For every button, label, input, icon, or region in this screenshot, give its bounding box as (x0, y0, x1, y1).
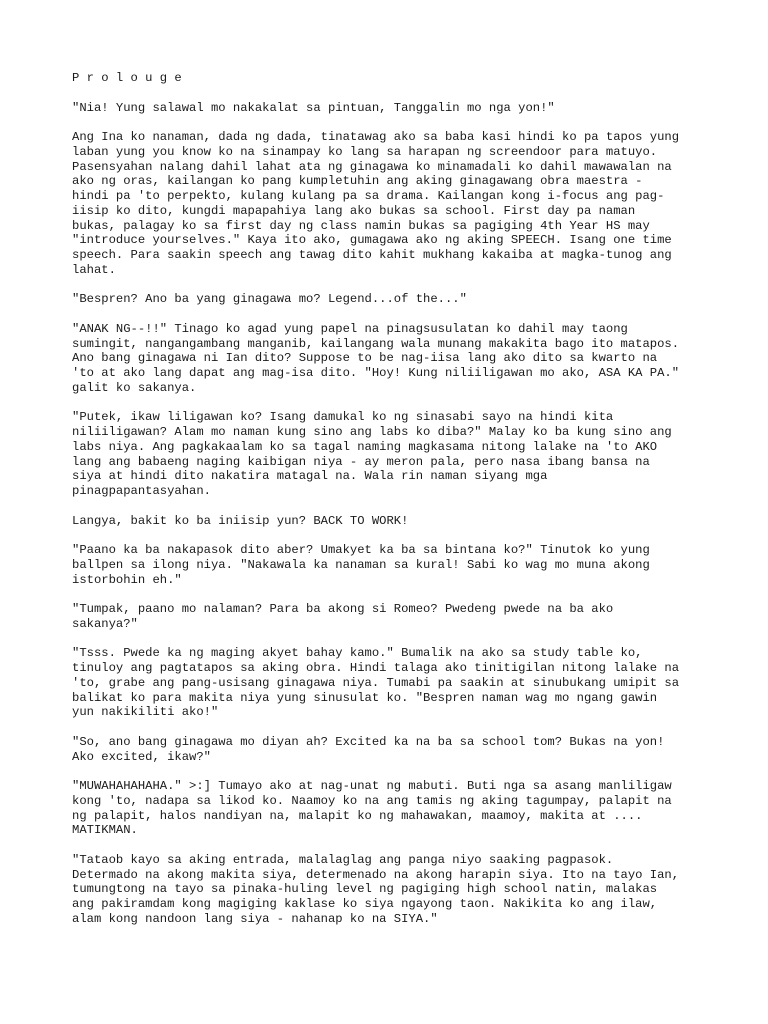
paragraph: "Tsss. Pwede ka ng maging akyet bahay kamo." Bumalik na ako sa study table ko, tinuloy ang pagtatapos sa aking obra. Hindi talaga ako tinitigilan nitong lalake na 'to, grabe ang pang-usisang ginagawa niya. Tumabi pa saakin at sinubukang umipit sa balikat ko para makita niya yung sinusulat ko. "Bespren naman wag mo ngang gawin yun nakikiliti ako!" (72, 646, 680, 720)
paragraph: "Putek, ikaw liligawan ko? Isang damukal ko ng sinasabi sayo na hindi kita niliiligawan? Alam mo naman kung sino ang labs ko diba?" Malay ko ba kung sino ang labs niya. Ang pagkakaalam ko sa tagal naming magkasama nitong lalake na 'to AKO lang ang babaeng naging kaibigan niya - ay meron pala, pero nasa ibang bansa na siya at hindi dito nakatira matagal na. Wala rin naman siyang mga pinagpapantasyahan. (72, 410, 672, 498)
document-body (72, 71, 702, 941)
document-title: P r o l o u g e (72, 71, 182, 85)
paragraph: "Bespren? Ano ba yang ginagawa mo? Legend...of the..." (72, 292, 467, 307)
paragraph: "Nia! Yung salawal mo nakakalat sa pintuan, Tanggalin mo nga yon!" (72, 100, 555, 115)
paragraph: Langya, bakit ko ba iniisip yun? BACK TO WORK! (72, 513, 409, 528)
paragraph: "Paano ka ba nakapasok dito aber? Umakyet ka ba sa bintana ko?" Tinutok ko yung ballpen sa ilong niya. "Nakawala ka nanaman sa kural! Sabi ko wag mo muna akong istorbohin eh." (72, 543, 650, 587)
paragraph: "MUWAHAHAHAHA." >:] Tumayo ako at nag-unat ng mabuti. Buti nga sa asang manliligaw kong 'to, nadapa sa likod ko. Naamoy ko na ang tamis ng aking tagumpay, palapit na ng palapit, halos nandiyan na, malapit ko ng mahawakan, maamoy, makita at .... MATIKMAN. (72, 779, 672, 838)
paragraph: Ang Ina ko nanaman, dada ng dada, tinatawag ako sa baba kasi hindi ko pa tapos yung laban yung you know ko na sinampay ko lang sa harapan ng screendoor para matuyo. Pasensyahan nalang dahil lahat ata ng ginagawa ko minamadali ko dahil mawawalan na ako ng oras, kailangan ko pang kumpletuhin ang aking ginagawang obra maestra - hindi pa 'to perpekto, kulang kulang pa sa drama. Kailangan kong i-focus ang pag- iisip ko dito, kungdi mapapahiya lang ako bukas sa school. First day pa naman bukas, palagay ko sa first day ng class namin bukas sa pagiging 4th Year HS may "introduce yourselves." Kaya ito ako, gumagawa ako ng aking SPEECH. Isang one time speech. Para saakin speech ang tawag dito kahit mukhang kakaiba at magka-tunog ang lahat. (72, 130, 680, 277)
paragraph: "Tataob kayo sa aking entrada, malalaglag ang panga niyo saaking pagpasok. Determado na akong makita siya, determenado na akong harapin siya. Ito na tayo Ian, tumungtong na tayo sa pinaka-huling level ng pagiging high school natin, malakas ang pakiramdam kong magiging kaklase ko siya ngayong taon. Nakikita ko ang ilaw, alam kong nandoon lang siya - nahanap ko na SIYA." (72, 852, 680, 926)
paragraph: "Tumpak, paano mo nalaman? Para ba akong si Romeo? Pwedeng pwede na ba ako sakanya?" (72, 602, 614, 631)
paragraph: "ANAK NG--!!" Tinago ko agad yung papel na pinagsusulatan ko dahil may taong sumingit, nangangambang manganib, kailangang wala munang makakita bago ito matapos. Ano bang ginagawa ni Ian dito? Suppose to be nag-iisa lang ako dito sa kwarto na 'to at ako lang dapat ang mag-isa dito. "Hoy! Kung niliiligawan mo ako, ASA KA PA." galit ko sakanya. (72, 321, 680, 395)
paragraph: "So, ano bang ginagawa mo diyan ah? Excited ka na ba sa school tom? Bukas na yon! Ako excited, ikaw?" (72, 734, 665, 764)
